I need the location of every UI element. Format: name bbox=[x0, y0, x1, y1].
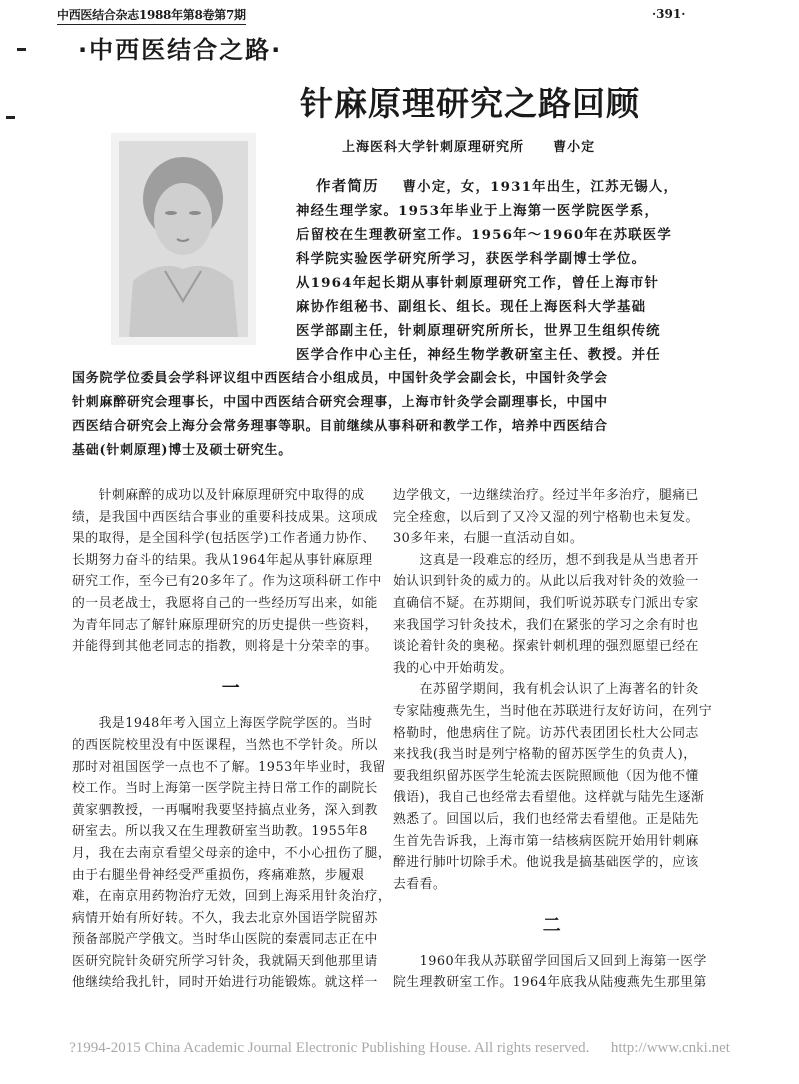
text-line: 并能得到其他老同志的指教，则将是十分荣幸的事。 bbox=[72, 639, 378, 655]
text-line: 始认识到针灸的威力的。从此以后我对针灸的效验一 bbox=[393, 574, 699, 590]
bio-line: 科学院实验医学研究所学习，获医学科学副博士学位。 bbox=[296, 251, 647, 267]
byline-author: 曹小定 bbox=[553, 140, 596, 155]
byline bbox=[342, 136, 595, 155]
bio-line: 医学合作中心主任，神经生物学教研室主任、教授。并任 bbox=[296, 347, 661, 363]
text-line: 黄家驷教授，一再嘱咐我要坚持搞点业务，深入到教 bbox=[72, 802, 378, 818]
text-line: 那时对祖国医学一点也不了解。1953年毕业时，我留 bbox=[72, 759, 386, 775]
text-line: 他继续给我扎针，同时开始进行功能锻炼。就这样一 bbox=[72, 975, 378, 991]
bio-line: 后留校在生理教研室工作。1956年～1960年在苏联医学 bbox=[296, 227, 672, 243]
byline-affiliation: 上海医科大学针刺原理研究所 bbox=[342, 140, 525, 155]
text-line: 要我组织留苏医学生轮流去医院照顾他（因为他不懂 bbox=[393, 768, 699, 784]
copyright-text: ?1994-2015 China Academic Journal Electronic Publishing House. All rights reserved. bbox=[69, 1040, 590, 1056]
text-line: 研室去。所以我又在生理教研室当助教。1955年8 bbox=[72, 824, 368, 840]
text-line: 我的心中开始萌发。 bbox=[393, 660, 513, 676]
text-line: 研究工作，至今已有20多年了。作为这项科研工作中 bbox=[72, 574, 382, 590]
bio-line: 西医结合研究会上海分会常务理事等职。目前继续从事科研和教学工作，培养中西医结合 bbox=[72, 419, 608, 434]
text-line: 30多年来，右腿一直活动自如。 bbox=[393, 531, 584, 547]
bio-line: 医学部副主任，针刺原理研究所所长，世界卫生组织传统 bbox=[296, 323, 661, 339]
text-line: 来找我(我当时是列宁格勒的留苏医学生的负责人)， bbox=[393, 747, 697, 763]
text-line: 院生理教研室工作。1964年底我从陆瘦燕先生那里第 bbox=[393, 975, 707, 991]
text-line: 谈论着针灸的奥秘。探索针刺机理的强烈愿望已经在 bbox=[393, 639, 699, 655]
bio-line: 作者简历 曹小定，女，1931年出生，江苏无锡人， bbox=[316, 179, 679, 195]
text-line: 熟悉了。回国以后，我们也经常去看望他。正是陆先 bbox=[393, 811, 699, 827]
text-line: 针刺麻醉的成功以及针麻原理研究中取得的成 bbox=[72, 488, 365, 503]
right-column bbox=[393, 485, 711, 994]
margin-mark bbox=[17, 48, 26, 51]
article-title: 针麻原理研究之路回顾 bbox=[300, 84, 640, 123]
text-line: 预备部脱产学俄文。当时华山医院的秦震同志正在中 bbox=[72, 932, 378, 948]
margin-mark bbox=[6, 116, 15, 119]
footer-url: http://www.cnki.net bbox=[610, 1040, 730, 1056]
bio-line: 国务院学位委員会学科评议组中西医结合小组成员，中国针灸学会副会长，中国针灸学会 bbox=[72, 371, 608, 386]
text-line: 难，在南京用药物治疗无效，回到上海采用针灸治疗， bbox=[72, 889, 392, 905]
text-line: 月，我在去南京看望父母亲的途中，不小心扭伤了腿， bbox=[72, 845, 392, 861]
journal-header: 中西医结合杂志1988年第8卷第7期 bbox=[57, 6, 246, 25]
bio-line: 神经生理学家。1953年毕业于上海第一医学院医学系， bbox=[296, 203, 660, 219]
text-line: 的一员老战士，我愿将自己的一些经历写出来，如能 bbox=[72, 595, 378, 611]
left-column bbox=[72, 485, 390, 994]
text-line: 病情开始有所好转。不久，我去北京外国语学院留苏 bbox=[72, 910, 378, 926]
column-title: ·中西医结合之路· bbox=[78, 36, 283, 64]
section-heading-two: 二 bbox=[542, 915, 562, 937]
text-line: 来我国学习针灸技术，我们在紧张的学习之余有时也 bbox=[393, 617, 699, 633]
bio-line: 麻协作组秘书、副组长、组长。现任上海医科大学基础 bbox=[296, 299, 647, 315]
bio-line: 基础(针刺原理)博士及硕士研究生。 bbox=[72, 443, 293, 458]
text-line: 格勒时，他患病住了院。访苏代表团团长杜大公同志 bbox=[393, 725, 699, 741]
text-line: 这真是一段难忘的经历，想不到我是从当患者开 bbox=[393, 552, 699, 568]
text-line: 在苏留学期间，我有机会认识了上海著名的针灸 bbox=[393, 682, 699, 698]
text-line: 生首先告诉我，上海市第一结核病医院开始用针刺麻 bbox=[393, 833, 699, 849]
bio-line: 从1964年起长期从事针刺原理研究工作，曾任上海市针 bbox=[296, 275, 660, 291]
author-photo bbox=[111, 133, 256, 345]
text-line: 去看看。 bbox=[393, 876, 447, 892]
text-line: 由于右腿坐骨神经受严重损伤，疼痛难熬，步履艰 bbox=[72, 867, 365, 883]
text-line: 医研究院针灸研究所学习针灸，我就隔天到他那里请 bbox=[72, 953, 378, 969]
text-line: 的西医院校里没有中医课程，当然也不学针灸。所以 bbox=[72, 737, 378, 753]
text-line: 专家陆瘦燕先生，当时他在苏联进行友好访问，在列宁 bbox=[393, 703, 713, 719]
text-line: 为青年同志了解针麻原理研究的历史提供一些资料， bbox=[72, 617, 378, 633]
text-line: 长期努力奋斗的结果。我从1964年起从事针麻原理 bbox=[72, 552, 373, 568]
text-line: 完全痊愈，以后到了又冷又湿的列宁格勒也未复发。 bbox=[393, 509, 699, 525]
text-line: 我是1948年考入国立上海医学院学医的。当时 bbox=[72, 716, 373, 732]
copyright-footer bbox=[0, 1040, 799, 1057]
text-line: 校工作。当时上海第一医学院主持日常工作的副院长 bbox=[72, 781, 378, 797]
text-line: 直确信不疑。在苏期间，我们听说苏联专门派出专家 bbox=[393, 595, 699, 611]
bio-line: 针刺麻醉研究会理事长，中国中西医结合研究会理事，上海市针灸学会副理事长，中国中 bbox=[72, 395, 608, 410]
text-line: 边学俄文，一边继续治疗。经过半年多治疗，腿痛已 bbox=[393, 488, 699, 503]
bio-label: 作者简历 bbox=[316, 179, 379, 195]
page-number: ·391· bbox=[652, 7, 686, 21]
portrait-illustration bbox=[119, 141, 248, 337]
text-line: 果的取得，是全国科学(包括医学)工作者通力协作、 bbox=[72, 531, 376, 547]
text-line: 绩，是我国中西医结合事业的重要科技成果。这项成 bbox=[72, 509, 378, 525]
text-line: 俄语)，我自己也经常去看望他。这样就与陆先生逐渐 bbox=[393, 790, 705, 806]
text-line: 1960年我从苏联留学回国后又回到上海第一医学 bbox=[393, 953, 707, 969]
text-line: 醉进行肺叶切除手术。他说我是搞基础医学的，应该 bbox=[393, 855, 699, 871]
section-heading-one: 一 bbox=[221, 677, 241, 699]
